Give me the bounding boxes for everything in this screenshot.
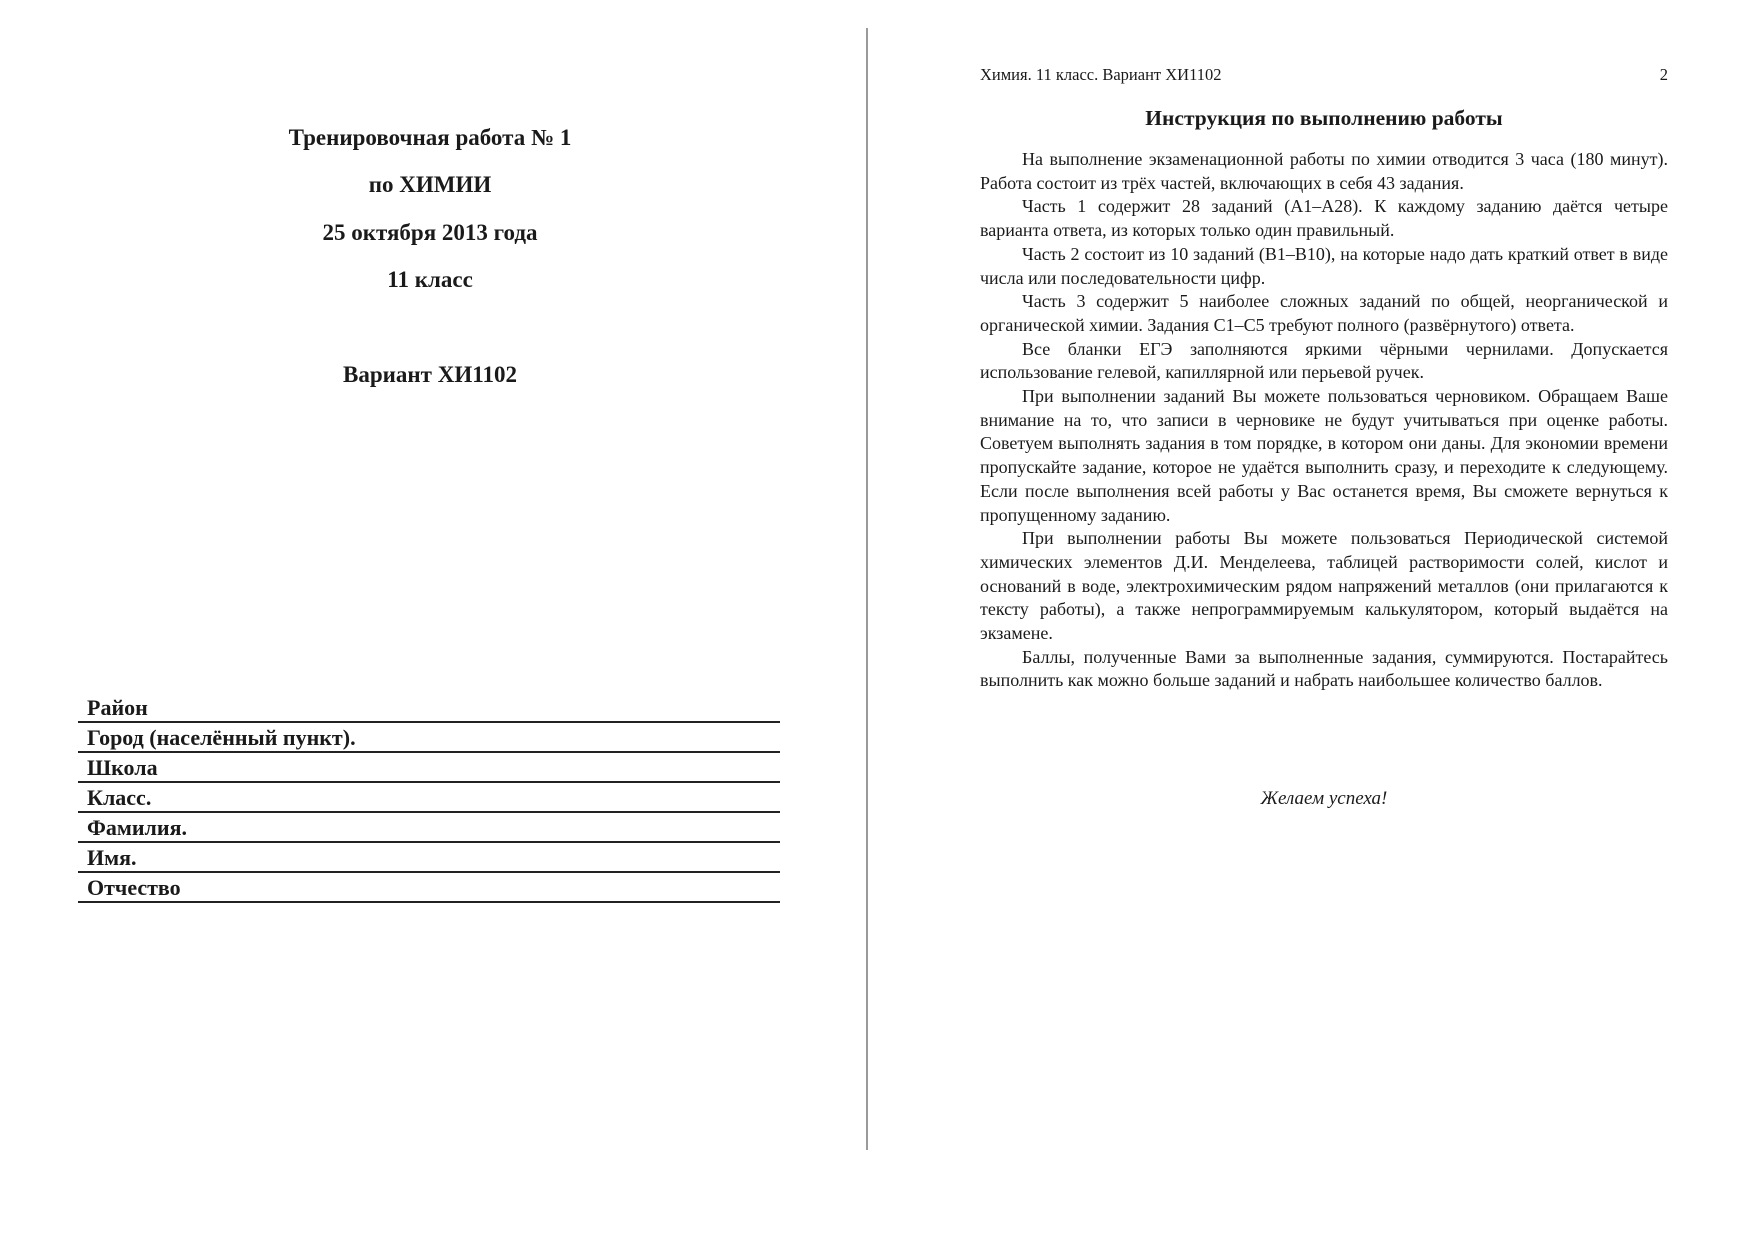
form-row-class[interactable] xyxy=(78,783,780,813)
instruction-paragraph: При выполнении работы Вы можете пользоваться Периодической системой химических элементов Д.И. Менделеева, таблицей растворимости солей, кислот и оснований в воде, электрохимическим рядом напряжений металлов (они прилагаются к тексту работы), а также непрограммируемым калькулятором, который выдаётся на экзамене. xyxy=(980,528,1668,644)
form-label: Класс. xyxy=(87,785,152,810)
form-row-school[interactable] xyxy=(78,753,780,783)
form-label: Фамилия. xyxy=(87,815,187,840)
instruction-paragraph: Все бланки ЕГЭ заполняются яркими чёрными чернилами. Допускается использование гелевой, капиллярной или перьевой ручек. xyxy=(980,338,1668,383)
instruction-paragraph: Часть 1 содержит 28 заданий (А1–А28). К каждому заданию даётся четыре варианта ответа, из которых только один правильный. xyxy=(980,196,1668,241)
cover-subject: по ХИМИИ xyxy=(368,172,492,197)
form-label: Имя. xyxy=(87,845,137,870)
cover-title: Тренировочная работа № 1 xyxy=(288,125,572,150)
instruction-paragraph: На выполнение экзаменационной работы по химии отводится 3 часа (180 минут). Работа состоит из трёх частей, включающих в себя 43 задания. xyxy=(980,149,1668,193)
instructions-heading: Инструкция по выполнению работы xyxy=(1145,106,1503,130)
form-label: Отчество xyxy=(87,875,181,900)
running-title: Химия. 11 класс. Вариант ХИ1102 xyxy=(980,65,1222,84)
form-label: Школа xyxy=(87,755,158,780)
form-row-surname[interactable] xyxy=(78,813,780,843)
form-row-name[interactable] xyxy=(78,843,780,873)
cover-grade: 11 класс xyxy=(387,267,473,292)
form-row-patronymic[interactable] xyxy=(78,873,780,903)
instruction-paragraph: Баллы, полученные Вами за выполненные задания, суммируются. Постарайтесь выполнить как можно больше заданий и набрать наибольшее количество баллов. xyxy=(980,646,1668,691)
student-info-form xyxy=(78,693,780,903)
instruction-paragraph: Часть 3 содержит 5 наиболее сложных заданий по общей, неорганической и органической химии. Задания С1–С5 требуют полного (развёрнутого) ответа. xyxy=(980,291,1668,335)
instructions-body xyxy=(980,148,1668,693)
running-header xyxy=(980,64,1668,86)
form-row-city[interactable] xyxy=(78,723,780,753)
cover-page xyxy=(0,0,865,1239)
instruction-paragraph: Часть 2 состоит из 10 заданий (В1–В10), на которые надо дать краткий ответ в виде числа или последовательности цифр. xyxy=(980,243,1668,288)
form-row-district[interactable] xyxy=(78,693,780,723)
page-divider xyxy=(866,28,868,1150)
cover-date: 25 октября 2013 года xyxy=(322,220,538,245)
cover-variant: Вариант ХИ1102 xyxy=(343,362,517,387)
page-number: 2 xyxy=(1659,65,1668,84)
instructions-page xyxy=(980,0,1668,1239)
form-label: Район xyxy=(87,695,148,720)
instruction-paragraph: При выполнении заданий Вы можете пользоваться черновиком. Обращаем Ваше внимание на то, что записи в черновике не будут учитываться при оценке работы. Советуем выполнять задания в том порядке, в котором они даны. Для экономии времени пропускайте задание, которое не удаётся выполнить сразу, и переходите к следующему. Если после выполнения всей работы у Вас останется время, Вы сможете вернуться к пропущенному заданию. xyxy=(980,386,1668,525)
closing-wish: Желаем успеха! xyxy=(1260,788,1388,809)
form-label: Город (населённый пункт). xyxy=(87,725,356,750)
